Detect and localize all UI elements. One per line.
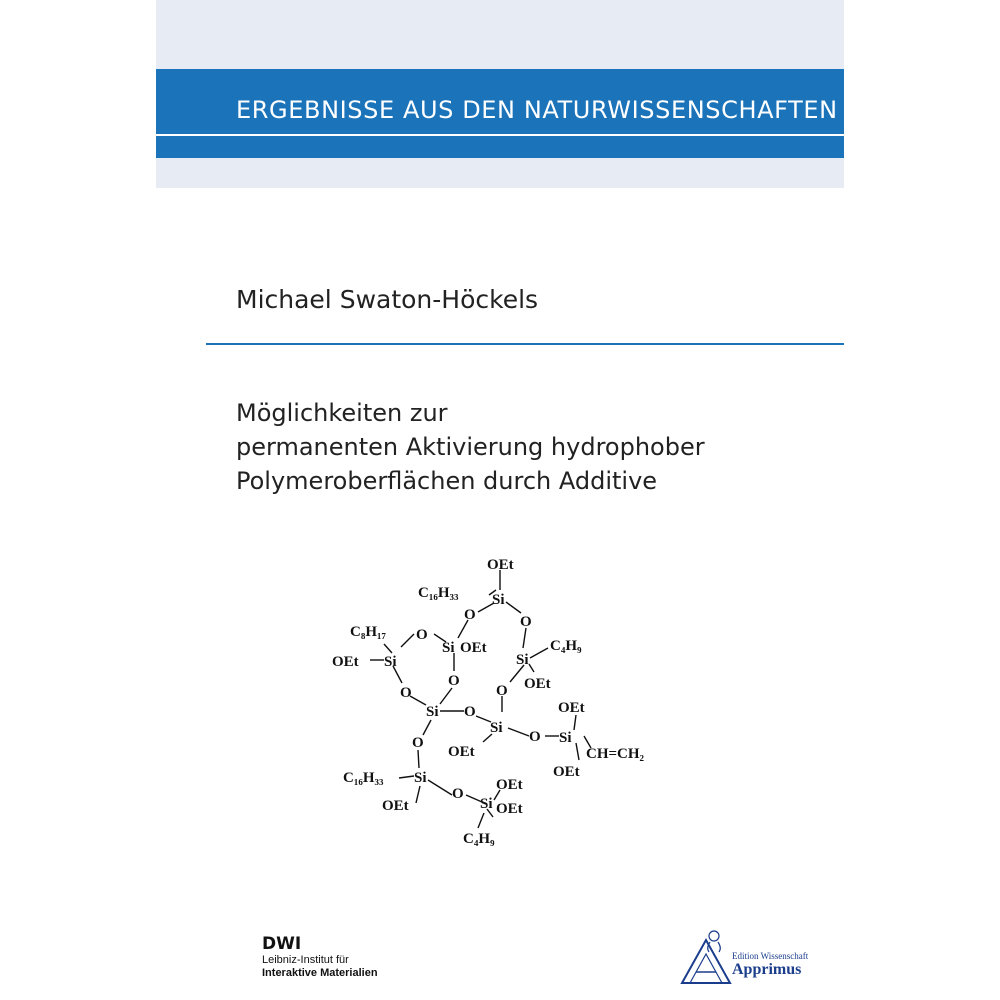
title-rule xyxy=(206,343,844,345)
label-si-center: Si xyxy=(426,704,439,720)
label-oet-bottom-right-2: OEt xyxy=(496,801,523,817)
dwi-line-1: Leibniz-Institut für xyxy=(262,954,349,966)
label-vinyl: CH=CH₂ xyxy=(586,746,645,762)
label-c16h33-top: C₁₆H₃₃ xyxy=(418,585,459,601)
label-c8h17: C₈H₁₇ xyxy=(350,624,386,640)
label-o-center-up: O xyxy=(448,673,460,689)
dwi-logo-text: DWI xyxy=(262,934,302,954)
label-c4h9-right: C₄H₉ xyxy=(550,638,582,654)
label-si-top: Si xyxy=(492,592,505,608)
book-title-line-2: permanenten Aktivierung hydrophober xyxy=(236,433,705,461)
label-oet-upper-mid: OEt xyxy=(460,640,487,656)
apprimus-publisher-logo xyxy=(676,928,816,988)
label-si-left: Si xyxy=(384,654,397,670)
label-si-vinyl: Si xyxy=(559,730,572,746)
label-o-left-low: O xyxy=(400,685,412,701)
label-o-top-right: O xyxy=(520,614,532,630)
book-title-line-1: Möglichkeiten zur xyxy=(236,399,448,427)
label-oet-center2: OEt xyxy=(448,744,475,760)
apprimus-emblem-icon xyxy=(676,928,736,988)
label-si-right: Si xyxy=(516,652,529,668)
label-c4h9-bottom: C₄H₉ xyxy=(463,831,495,847)
label-si-bottom-left: Si xyxy=(414,770,427,786)
label-oet-vinyl-bottom: OEt xyxy=(553,764,580,780)
publisher-name: Apprimus xyxy=(732,961,802,978)
label-oet-vinyl-top: OEt xyxy=(558,700,585,716)
label-oet-bottom-left: OEt xyxy=(382,798,409,814)
label-si-center2: Si xyxy=(490,720,503,736)
label-o-top-left: O xyxy=(464,607,476,623)
publisher-edition: Edition Wissenschaft xyxy=(732,951,809,961)
label-o-bottom: O xyxy=(452,786,464,802)
label-o-upper-mid: O xyxy=(416,627,428,643)
book-title xyxy=(236,396,836,498)
label-o-down: O xyxy=(412,735,424,751)
label-oet-bottom-right-1: OEt xyxy=(496,777,523,793)
label-si-bottom-right: Si xyxy=(480,796,493,812)
label-o-chain: O xyxy=(529,729,541,745)
label-si-upper-mid: Si xyxy=(442,640,455,656)
dwi-line-2: Interaktive Materialien xyxy=(262,967,378,979)
series-title: ERGEBNISSE AUS DEN NATURWISSENSCHAFTEN xyxy=(236,96,838,124)
siloxane-structure-diagram xyxy=(156,540,716,860)
label-oet-right: OEt xyxy=(524,676,551,692)
label-c16h33-bottom: C₁₆H₃₃ xyxy=(343,770,384,786)
author-name: Michael Swaton-Höckels xyxy=(236,285,539,314)
label-oet-top: OEt xyxy=(487,557,514,573)
label-o-right-low: O xyxy=(496,683,508,699)
book-title-line-3: Polymeroberflächen durch Additive xyxy=(236,467,658,495)
label-oet-left: OEt xyxy=(332,654,359,670)
dwi-institute-logo xyxy=(262,935,378,980)
label-o-center-right: O xyxy=(464,704,476,720)
series-bar-lower xyxy=(156,136,844,158)
